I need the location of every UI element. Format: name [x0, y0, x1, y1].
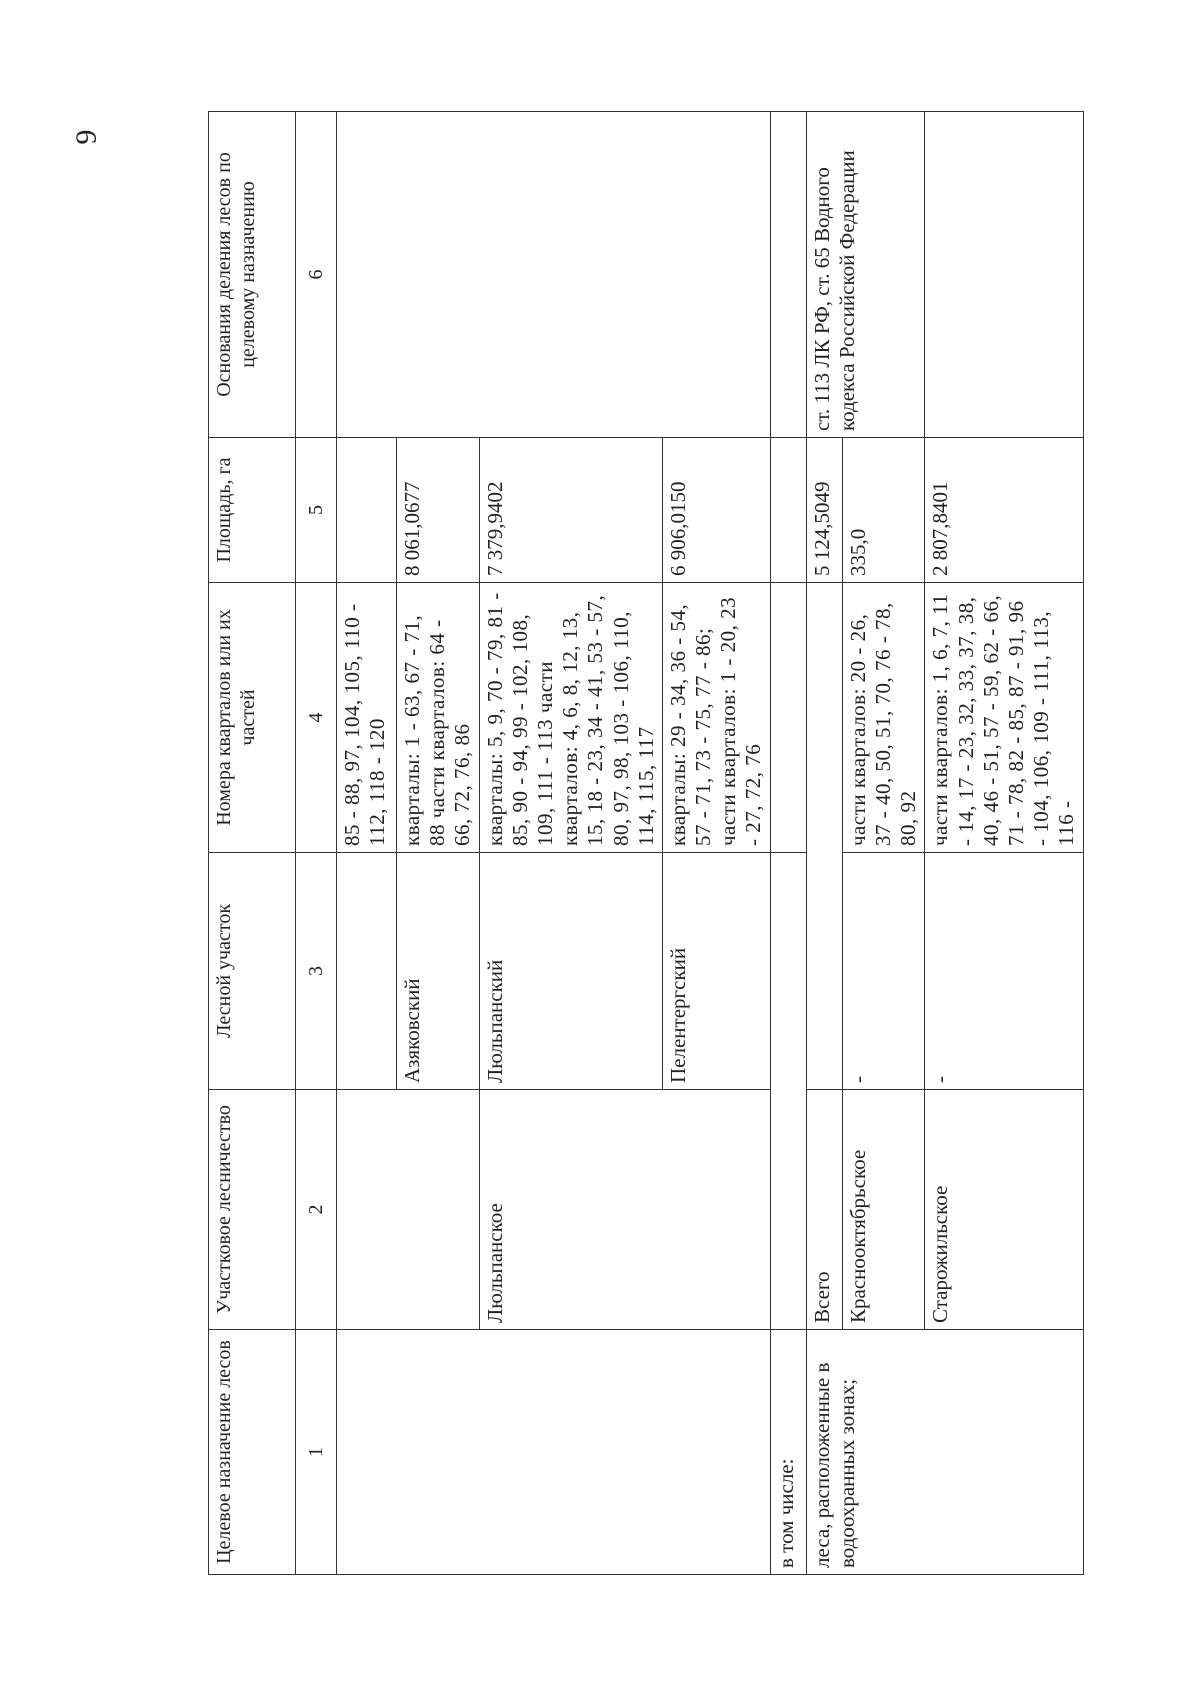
kvartaly-cell: кварталы: 1 - 63, 67 - 71, 88 части кварталов: 64 - 66, 72, 76, 86: [397, 583, 480, 853]
forest-purpose-table: [208, 111, 1084, 1575]
area-cell: [337, 438, 397, 583]
basis-cell: ст. 113 ЛК РФ, ст. 65 Водного кодекса Российской Федерации: [806, 112, 925, 438]
uchastok-cell: -: [842, 853, 925, 1090]
purpose-cell: леса, расположенные в водоохранных зонах;: [806, 1330, 1083, 1575]
header-kvartaly: Номера кварталов или их частей: [209, 583, 296, 853]
kvartaly-cell: кварталы: 29 - 34, 36 - 54, 57 - 71, 73 - 75, 77 - 86; части кварталов: 1 - 20, 23 - 27, 72, 76: [662, 583, 770, 853]
area-cell: 7 379,9402: [479, 438, 662, 583]
uchastok-cell: Люльпанский: [479, 853, 662, 1090]
col-num-1: 1: [296, 1330, 337, 1575]
subtotal-label: в том числе:: [770, 1330, 806, 1575]
lesnichestvo-cell: Люльпанское: [479, 1090, 770, 1330]
col-num-3: 3: [296, 853, 337, 1090]
col-num-2: 2: [296, 1090, 337, 1330]
kvartaly-cell: 85 - 88, 97, 104, 105, 110 - 112, 118 - 120: [337, 583, 397, 853]
lesnichestvo-cell: Всего: [806, 1090, 842, 1330]
area-cell: 335,0: [842, 438, 925, 583]
basis-cell: [925, 112, 1083, 438]
table-row: [806, 112, 842, 1575]
header-row: [209, 112, 296, 1575]
header-uchastok: Лесной участок: [209, 853, 296, 1090]
uchastok-cell: Пелентергский: [662, 853, 770, 1090]
kvartaly-cell: части кварталов: 20 - 26, 37 - 40, 50, 51, 70, 76 - 78, 80, 92: [842, 583, 925, 853]
uchastok-cell: -: [925, 853, 1083, 1090]
area-cell: 6 906,0150: [662, 438, 770, 583]
table-row: [337, 112, 397, 1575]
uchastok-cell: Азяковский: [397, 853, 480, 1090]
uchastok-cell: [337, 853, 397, 1090]
lesnichestvo-cell: [337, 1090, 480, 1330]
col-num-6: 6: [296, 112, 337, 438]
lesnichestvo-cell: Краснооктябрьское: [842, 1090, 925, 1330]
area-cell: 5 124,5049: [806, 438, 842, 583]
kvartaly-cell: части кварталов: 1, 6, 7, 11 - 14, 17 - 23, 32, 33, 37, 38, 40, 46 - 51, 57 - 59, 62 - 66, 71 - 78, 82 - 85, 87 - 91, 96 - 104, 106, 109 - 111, 113, 116 -: [925, 583, 1083, 853]
page-number: 6: [69, 129, 103, 145]
col-num-5: 5: [296, 438, 337, 583]
header-lesnichestvo: Участковое лесничество: [209, 1090, 296, 1330]
lesnichestvo-cell: Старожильское: [925, 1090, 1083, 1330]
empty-cell: [770, 583, 806, 853]
purpose-cell: [337, 1330, 771, 1575]
header-purpose: Целевое назначение лесов: [209, 1330, 296, 1575]
kvartaly-cell: кварталы: 5, 9, 70 - 79, 81 - 85, 90 - 94, 99 - 102, 108, 109, 111 - 113 части кварталов: 4, 6, 8, 12, 13, 15, 18 - 23, 34 - 41, 53 - 57, 80, 97, 98, 103 - 106, 110, 114, 115, 117: [479, 583, 662, 853]
empty-cell: [770, 112, 806, 438]
col-num-4: 4: [296, 583, 337, 853]
area-cell: 2 807,8401: [925, 438, 1083, 583]
column-number-row: [296, 112, 337, 1575]
basis-cell: [337, 112, 771, 438]
header-basis: Основания деления лесов по целевому назначению: [209, 112, 296, 438]
area-cell: 8 061,0677: [397, 438, 480, 583]
empty-cell: [770, 853, 806, 1330]
empty-cell: [770, 438, 806, 583]
empty-cell: [806, 583, 842, 1090]
header-area: Площадь, га: [209, 438, 296, 583]
table-row: [770, 112, 806, 1575]
